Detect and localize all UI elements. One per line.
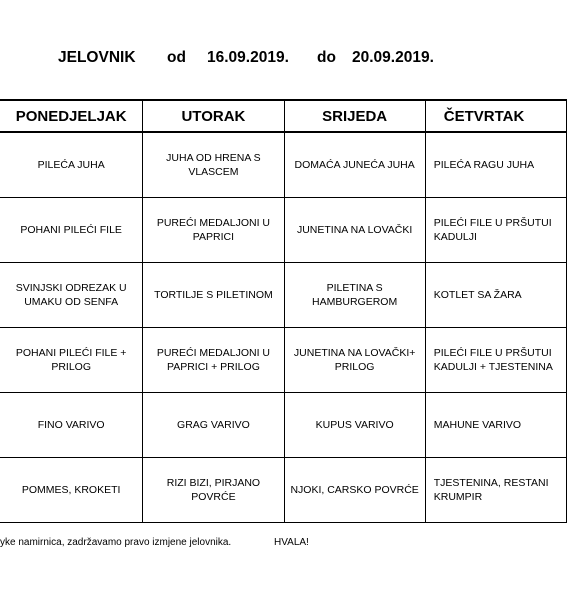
menu-cell: GRAG VARIVO [143,393,284,458]
menu-cell: MAHUNE VARIVO [425,393,566,458]
menu-row [0,263,567,328]
menu-cell: POHANI PILEĆI FILE + PRILOG [0,328,143,393]
menu-row [0,132,567,198]
footer-note: yke namirnica, zadržavamo pravo izmjene jelovnika. [0,537,232,548]
menu-cell: PILETINA S HAMBURGEROM [284,263,425,328]
menu-cell: POMMES, KROKETI [0,458,143,523]
to-label: do [317,49,336,66]
day-header-thursday: ČETVRTAK [425,100,566,132]
menu-cell: JUNETINA NA LOVAČKI [284,198,425,263]
menu-cell: FINO VARIVO [0,393,143,458]
menu-row [0,328,567,393]
menu-cell: SVINJSKI ODREZAK U UMAKU OD SENFA [0,263,143,328]
menu-cell: RIZI BIZI, PIRJANO POVRĆE [143,458,284,523]
menu-row [0,198,567,263]
menu-cell: PILEĆI FILE U PRŠUTUI KADULJI + TJESTENINA [425,328,566,393]
menu-cell: NJOKI, CARSKO POVRĆE [284,458,425,523]
day-header-row [0,100,567,132]
menu-cell: PUREĆI MEDALJONI U PAPRICI + PRILOG [143,328,284,393]
menu-cell: PILEĆA JUHA [0,132,143,198]
menu-title-bar [0,49,474,71]
menu-cell: PILEĆA RAGU JUHA [425,132,566,198]
footer-note-bar [0,537,474,551]
menu-cell: TORTILJE S PILETINOM [143,263,284,328]
from-label: od [167,49,186,66]
menu-title: JELOVNIK [58,49,136,66]
day-header-wednesday: SRIJEDA [284,100,425,132]
day-header-monday: PONEDJELJAK [0,100,143,132]
menu-cell: PILEĆI FILE U PRŠUTUI KADULJI [425,198,566,263]
menu-cell: PUREĆI MEDALJONI U PAPRICI [143,198,284,263]
menu-cell: TJESTENINA, RESTANI KRUMPIR [425,458,566,523]
menu-cell: KUPUS VARIVO [284,393,425,458]
menu-cell: KOTLET SA ŽARA [425,263,566,328]
menu-cell: DOMAĆA JUNEĆA JUHA [284,132,425,198]
menu-cell: JUHA OD HRENA S VLASCEM [143,132,284,198]
day-header-tuesday: UTORAK [143,100,284,132]
menu-cell: JUNETINA NA LOVAČKI+ PRILOG [284,328,425,393]
weekly-menu-table [0,99,567,523]
from-date: 16.09.2019. [207,49,289,66]
menu-cell: POHANI PILEĆI FILE [0,198,143,263]
to-date: 20.09.2019. [352,49,434,66]
menu-row [0,393,567,458]
footer-thanks: HVALA! [274,537,309,548]
menu-row [0,458,567,523]
